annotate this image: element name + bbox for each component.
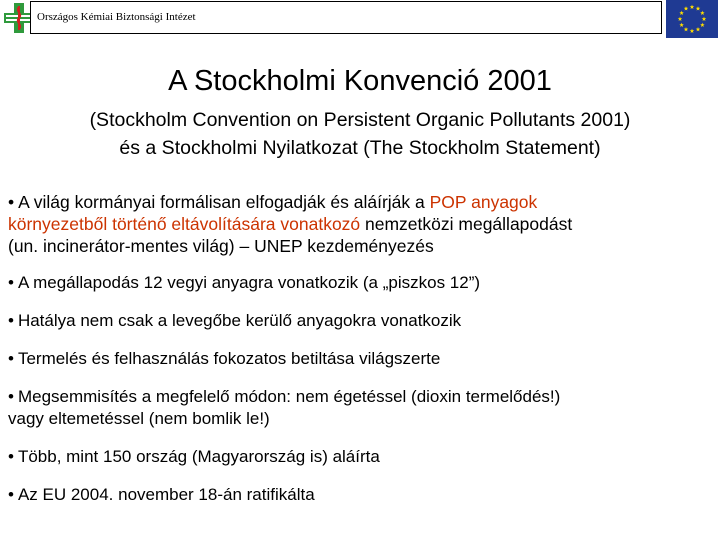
bullet-symbol: • <box>8 273 14 292</box>
bullet-text: Megsemmisítés a megfelelő módon: nem égetéssel (dioxin termelődés!) <box>17 387 561 406</box>
bullet-text: Hatálya nem csak a levegőbe kerülő anyagokra vonatkozik <box>17 311 462 330</box>
slide-title: A Stockholmi Konvenció 2001 <box>168 65 552 97</box>
bullet-symbol: • <box>8 349 14 368</box>
bullet-line: vagy eltemetéssel (nem bomlik le!) <box>8 409 270 428</box>
bullet-item <box>8 272 716 294</box>
bullet-symbol: • <box>8 387 14 406</box>
bullet-item <box>8 348 716 370</box>
subtitle-line-2: és a Stockholmi Nyilatkozat (The Stockholm Statement) <box>119 137 601 159</box>
bullet-text: A világ kormányai formálisan elfogadják és aláírják a <box>18 192 430 212</box>
slide-subtitle <box>0 106 720 162</box>
bullet-symbol: • <box>8 447 14 466</box>
subtitle-line-1: (Stockholm Convention on Persistent Organic Pollutants 2001) <box>89 109 631 131</box>
bullet-text: Több, mint 150 ország (Magyarország is) aláírta <box>17 447 380 466</box>
bullet-symbol: • <box>8 311 14 330</box>
bullet-line <box>8 191 716 213</box>
highlight-text: POP anyagok <box>429 192 538 212</box>
highlight-text: környezetből történő eltávolítására vonatkozó <box>8 214 361 234</box>
bullet-symbol: • <box>8 192 15 212</box>
organization-box <box>30 1 662 34</box>
bullet-line <box>8 386 716 408</box>
bullet-list <box>8 191 716 522</box>
bullet-symbol: • <box>8 485 14 504</box>
bullet-item <box>8 191 716 257</box>
bullet-text: nemzetközi megállapodást <box>360 214 573 234</box>
header-bar <box>0 0 720 38</box>
bullet-item <box>8 446 716 468</box>
bullet-item <box>8 386 716 430</box>
bullet-text: Termelés és felhasználás fokozatos betiltása világszerte <box>17 349 441 368</box>
bullet-line <box>8 213 716 235</box>
eu-flag-icon <box>666 0 718 38</box>
bullet-item <box>8 310 716 332</box>
bullet-item <box>8 484 716 506</box>
bullet-line: (un. incinerátor-mentes világ) – UNEP kezdeményezés <box>8 236 434 256</box>
bullet-text: Az EU 2004. november 18-án ratifikálta <box>17 485 315 504</box>
organization-name: Országos Kémiai Biztonsági Intézet <box>37 11 196 23</box>
bullet-text: A megállapodás 12 vegyi anyagra vonatkozik (a „piszkos 12”) <box>17 273 481 292</box>
